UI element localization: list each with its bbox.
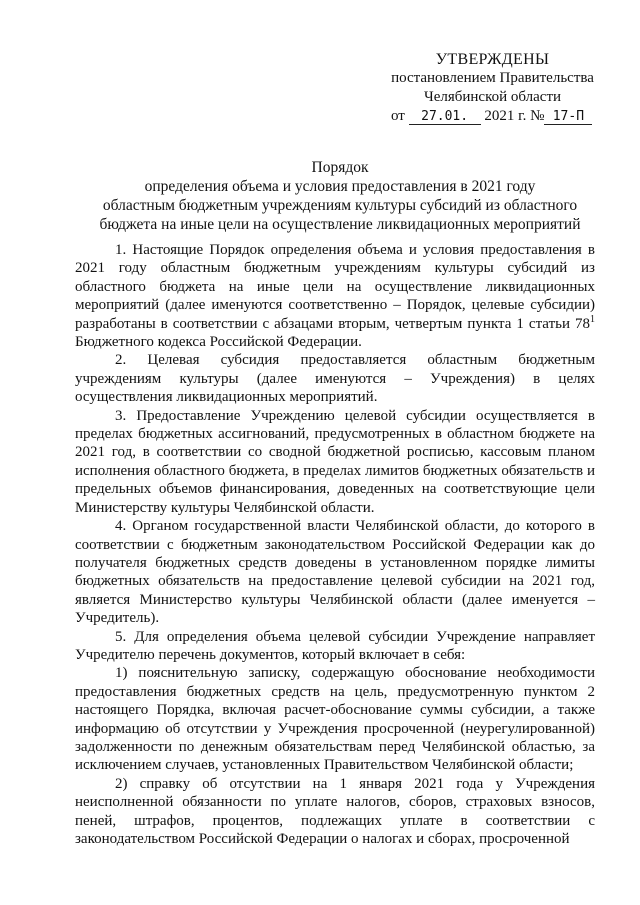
year-text: 2021 г.	[484, 108, 527, 124]
paragraph-2: 2. Целевая субсидия предоставляется областным бюджетным учреждениям культуры (далее именуются – Учреждения) в целях осуществления ликвидационных мероприятий.	[75, 352, 595, 406]
paragraph-4: 4. Органом государственной власти Челябинской области, до которого в соответствии с бюджетным законодательством Российской Федерации как до получателя бюджетных средств доведены в установленном порядке лимиты бюджетных обязательств на предоставление целевой субсидии на 2021 год, является Министерство культуры Челябинской области (далее именуется – Учредитель).	[75, 518, 595, 627]
paragraph-7: 2) справку об отсутствии на 1 января 2021 года у Учреждения неисполненной обязанности по уплате налогов, сборов, страховых взносов, пеней, штрафов, процентов, подлежащих уплате в соответствии с законодательством Российской Федерации о налогах и сборах, просроченной	[75, 775, 595, 847]
approval-line-2: Челябинской области	[423, 89, 562, 105]
date-field: 27.01.	[409, 109, 481, 125]
approval-line-1: постановлением Правительства	[391, 70, 594, 86]
paragraph-1-superscript: 1	[590, 313, 595, 325]
paragraph-5: 5. Для определения объема целевой субсидии Учреждение направляет Учредителю перечень документов, который включает в себя:	[75, 628, 595, 663]
document-title	[60, 158, 620, 234]
number-sign: №	[530, 108, 545, 124]
document-body	[75, 241, 595, 848]
paragraph-1-end: Бюджетного кодекса Российской Федерации.	[75, 334, 362, 351]
title-line-2: определения объема и условия предоставления в 2021 году	[144, 178, 536, 195]
title-line-1: Порядок	[311, 159, 369, 176]
paragraph-1-text: 1. Настоящие Порядок определения объема и условия предоставления в 2021 году областным бюджетным учреждениям культуры субсидий из областного бюджета на иные цели на осуществление ликвидационных мероприятий (далее именуются соответственно – Порядок, целевые субсидии) разработаны в соответствии с абзацами вторым, четвертым пункта 1 статьи 78	[75, 242, 595, 332]
title-line-3: областным бюджетным учреждениям культуры субсидий из областного	[102, 197, 578, 214]
title-line-4: бюджета на иные цели на осуществление ликвидационных мероприятий	[99, 216, 581, 233]
number-field: 17-П	[544, 109, 592, 125]
paragraph-1	[75, 241, 595, 351]
approval-stamp	[385, 50, 600, 126]
date-prefix: от	[391, 108, 405, 124]
paragraph-6: 1) пояснительную записку, содержащую обоснование необходимости предоставления бюджетных средств на цель, предусмотренную пунктом 2 настоящего Порядка, включая расчет-обоснование суммы субсидии, а также информацию об отсутствии у Учреждения просроченной (неурегулированной) задолженности по денежным обязательствам перед Челябинской областью, за исключением случаев, установленных Правительством Челябинской области;	[75, 665, 595, 774]
approval-heading: УТВЕРЖДЕНЫ	[435, 51, 550, 68]
approval-date-line	[385, 107, 600, 126]
paragraph-3: 3. Предоставление Учреждению целевой субсидии осуществляется в пределах бюджетных ассигнований, предусмотренных в областном бюджете на 2021 год, в соответствии со сводной бюджетной росписью, кассовым планом исполнения областного бюджета, в пределах лимитов бюджетных обязательств и предельных объемов финансирования, доведенных на соответствующие цели Министерству культуры Челябинской области.	[75, 407, 595, 516]
